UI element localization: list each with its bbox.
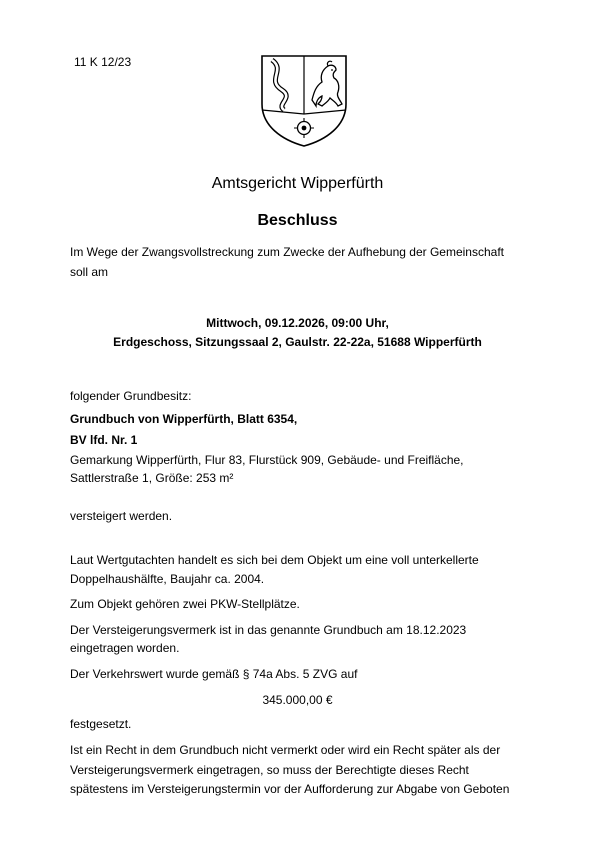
auction-date: Mittwoch, 09.12.2026, 09:00 Uhr, [206, 316, 389, 330]
appraisal-line-1: Laut Wertgutachten handelt es sich bei dem Objekt um eine voll unterkellerte [70, 553, 479, 567]
parcel-line-2: Sattlerstraße 1, Größe: 253 m² [70, 471, 234, 485]
intro-line-2: soll am [70, 265, 109, 279]
bv-number: BV lfd. Nr. 1 [70, 433, 138, 447]
land-register: Grundbuch von Wipperfürth, Blatt 6354, [70, 412, 298, 426]
document-title: Beschluss [257, 212, 338, 229]
rights-line-1: Ist ein Recht in dem Grundbuch nicht vermerkt oder wird ein Recht später als der [70, 743, 501, 757]
property-intro: folgender Grundbesitz: [70, 389, 192, 403]
value-outro: festgesetzt. [70, 717, 132, 731]
parcel-line-1: Gemarkung Wipperfürth, Flur 83, Flurstück 909, Gebäude- und Freifläche, [70, 453, 464, 467]
auction-location: Erdgeschoss, Sitzungssaal 2, Gaulstr. 22-22a, 51688 Wipperfürth [113, 335, 482, 349]
registry-line-2: eingetragen worden. [70, 641, 180, 655]
intro-line-1: Im Wege der Zwangsvollstreckung zum Zwecke der Aufhebung der Gemeinschaft [70, 245, 504, 259]
coat-of-arms-icon [256, 52, 352, 148]
rights-line-3: spätestens im Versteigerungstermin vor der Aufforderung zur Abgabe von Geboten [70, 782, 510, 796]
registry-line-1: Der Versteigerungsvermerk ist in das genannte Grundbuch am 18.12.2023 [70, 623, 467, 637]
file-number: 11 K 12/23 [74, 55, 132, 69]
rights-line-2: Versteigerungsvermerk eingetragen, so muss der Berechtigte dieses Recht [70, 763, 469, 777]
parking-spaces: Zum Objekt gehören zwei PKW-Stellplätze. [70, 597, 300, 611]
appraisal-line-2: Doppelhaushälfte, Baujahr ca. 2004. [70, 572, 265, 586]
court-name: Amtsgericht Wipperfürth [211, 175, 384, 192]
market-value: 345.000,00 € [262, 693, 333, 707]
value-intro: Der Verkehrswert wurde gemäß § 74a Abs. 5 ZVG auf [70, 667, 358, 681]
auction-phrase: versteigert werden. [70, 509, 173, 523]
